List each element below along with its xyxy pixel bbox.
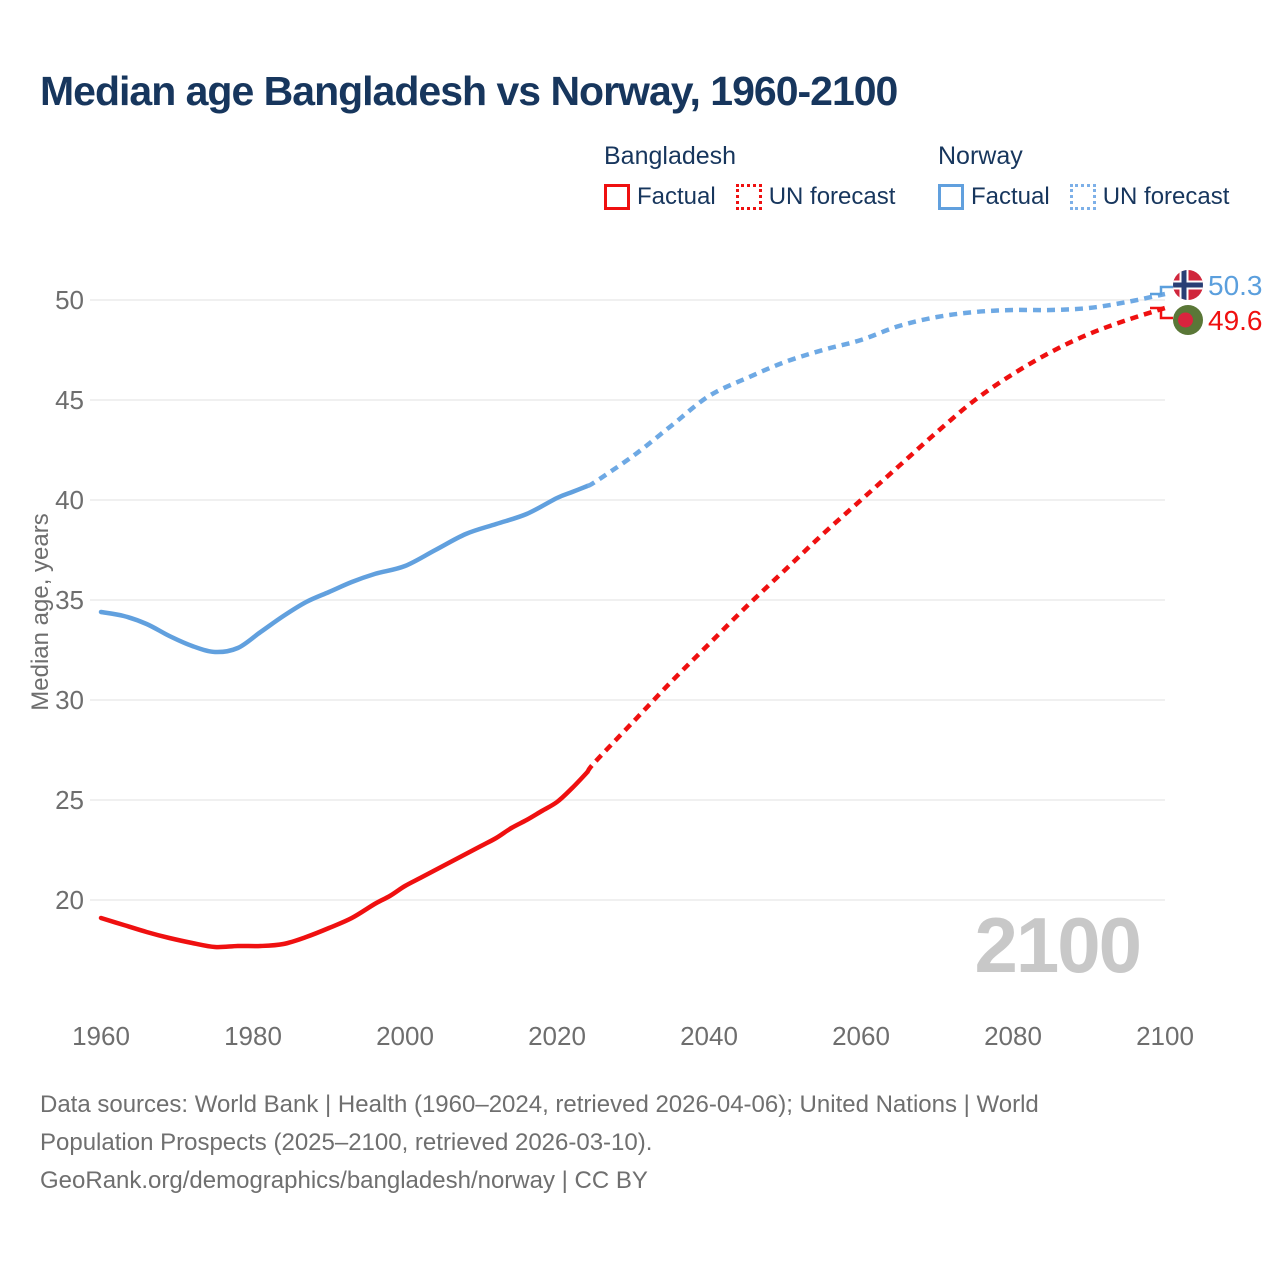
norway-flag-icon [1173, 270, 1203, 300]
y-tick-label-25: 25 [55, 785, 84, 815]
legend-label-norway-factual: Factual [971, 183, 1050, 210]
attribution-line: GeoRank.org/demographics/bangladesh/norway | CC BY [40, 1167, 648, 1194]
y-axis-title: Median age, years [27, 513, 54, 711]
end-value-label-bangladesh: 49.6 [1208, 305, 1263, 336]
y-tick-label-20: 20 [55, 885, 84, 915]
y-tick-label-35: 35 [55, 585, 84, 615]
legend-swatch-bangladesh-factual [604, 184, 630, 210]
end-connector-bangladesh [1150, 308, 1173, 318]
legend-group-norway [938, 142, 1229, 211]
legend-group-title-bangladesh: Bangladesh [604, 142, 737, 170]
legend-swatch-bangladesh-forecast [736, 184, 762, 210]
x-tick-label-2020: 2020 [528, 1021, 586, 1051]
data-sources-line-1: Data sources: World Bank | Health (1960–2024, retrieved 2026-04-06); United Nations | World [40, 1091, 1039, 1118]
series-norway-factual [101, 486, 587, 652]
x-tick-label-2100: 2100 [1136, 1021, 1194, 1051]
data-sources-note [40, 1086, 1039, 1200]
end-value-label-norway: 50.3 [1208, 270, 1263, 301]
legend-item-bangladesh-forecast [736, 183, 896, 211]
watermark-year: 2100 [974, 901, 1140, 989]
x-tick-label-1980: 1980 [224, 1021, 282, 1051]
y-tick-label-50: 50 [55, 285, 84, 315]
x-tick-label-2040: 2040 [680, 1021, 738, 1051]
legend-item-bangladesh-factual [604, 183, 716, 211]
y-tick-label-45: 45 [55, 385, 84, 415]
bangladesh-flag-icon [1173, 305, 1203, 335]
legend-group-title-norway: Norway [938, 142, 1023, 170]
legend-swatch-norway-forecast [1070, 184, 1096, 210]
legend-swatch-norway-factual [938, 184, 964, 210]
x-tick-label-2060: 2060 [832, 1021, 890, 1051]
y-tick-label-40: 40 [55, 485, 84, 515]
series-bangladesh-factual [101, 772, 587, 947]
legend-label-norway-forecast: UN forecast [1102, 183, 1230, 210]
page-title: Median age Bangladesh vs Norway, 1960-2100 [40, 68, 898, 114]
y-tick-label-30: 30 [55, 685, 84, 715]
legend-item-norway-forecast [1070, 183, 1230, 211]
legend-label-bangladesh-forecast: UN forecast [768, 183, 896, 210]
end-connector-norway [1150, 287, 1173, 294]
legend-item-norway-factual [938, 183, 1050, 211]
legend-group-bangladesh [604, 142, 895, 211]
series-bangladesh-forecast [587, 308, 1165, 772]
x-tick-label-1960: 1960 [72, 1021, 130, 1051]
legend-label-bangladesh-factual: Factual [637, 183, 716, 210]
series-norway-forecast [587, 294, 1165, 486]
x-tick-label-2000: 2000 [376, 1021, 434, 1051]
x-tick-label-2080: 2080 [984, 1021, 1042, 1051]
data-sources-line-2: Population Prospects (2025–2100, retrieved 2026-03-10). [40, 1129, 653, 1156]
